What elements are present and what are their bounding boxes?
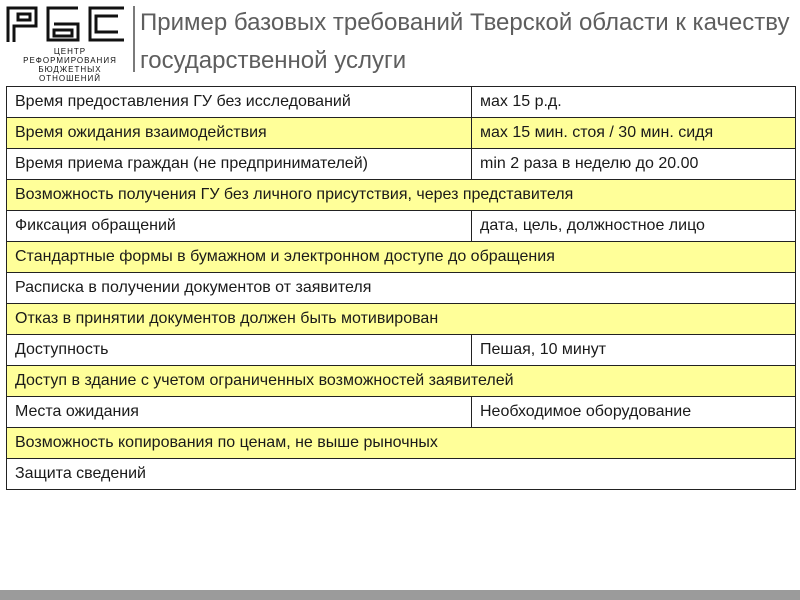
table-row <box>7 428 796 459</box>
standard-cell: Пешая, 10 минут <box>472 335 796 366</box>
table-row <box>7 304 796 335</box>
requirement-cell: Доступ в здание с учетом ограниченных возможностей заявителей <box>7 366 796 397</box>
standard-cell: min 2 раза в неделю до 20.00 <box>472 149 796 180</box>
logo-letters-mark <box>4 4 128 44</box>
requirement-cell: Время приема граждан (не предпринимателей) <box>7 149 472 180</box>
standard-cell: мах 15 мин. стоя / 30 мин. сидя <box>472 118 796 149</box>
table-row <box>7 118 796 149</box>
standard-cell: мах 15 р.д. <box>472 87 796 118</box>
requirement-cell: Доступность <box>7 335 472 366</box>
table-row <box>7 149 796 180</box>
table-row <box>7 242 796 273</box>
requirements-table <box>6 86 796 490</box>
requirement-cell: Возможность копирования по ценам, не выше рыночных <box>7 428 796 459</box>
requirement-cell: Отказ в принятии документов должен быть мотивирован <box>7 304 796 335</box>
table-row <box>7 211 796 242</box>
table-row <box>7 397 796 428</box>
organization-logo <box>4 4 128 83</box>
page-title: Пример базовых требований Тверской области к качеству государственной услуги <box>140 9 790 74</box>
table-row <box>7 180 796 211</box>
standard-cell: дата, цель, должностное лицо <box>472 211 796 242</box>
requirement-cell: Возможность получения ГУ без личного присутствия, через представителя <box>7 180 796 211</box>
header-divider <box>133 6 135 72</box>
requirement-cell: Расписка в получении документов от заявителя <box>7 273 796 304</box>
requirement-cell: Время предоставления ГУ без исследований <box>7 87 472 118</box>
table-row <box>7 459 796 490</box>
table-row <box>7 366 796 397</box>
requirement-cell: Защита сведений <box>7 459 796 490</box>
table-row <box>7 335 796 366</box>
requirement-cell: Места ожидания <box>7 397 472 428</box>
requirement-cell: Фиксация обращений <box>7 211 472 242</box>
logo-tagline: ЦЕНТР РЕФОРМИРОВАНИЯ БЮДЖЕТНЫХ ОТНОШЕНИЙ <box>23 47 117 83</box>
bottom-bar <box>0 590 800 600</box>
table-row <box>7 273 796 304</box>
table-row <box>7 87 796 118</box>
requirement-cell: Стандартные формы в бумажном и электронном доступе до обращения <box>7 242 796 273</box>
requirement-cell: Время ожидания взаимодействия <box>7 118 472 149</box>
standard-cell: Необходимое оборудование <box>472 397 796 428</box>
